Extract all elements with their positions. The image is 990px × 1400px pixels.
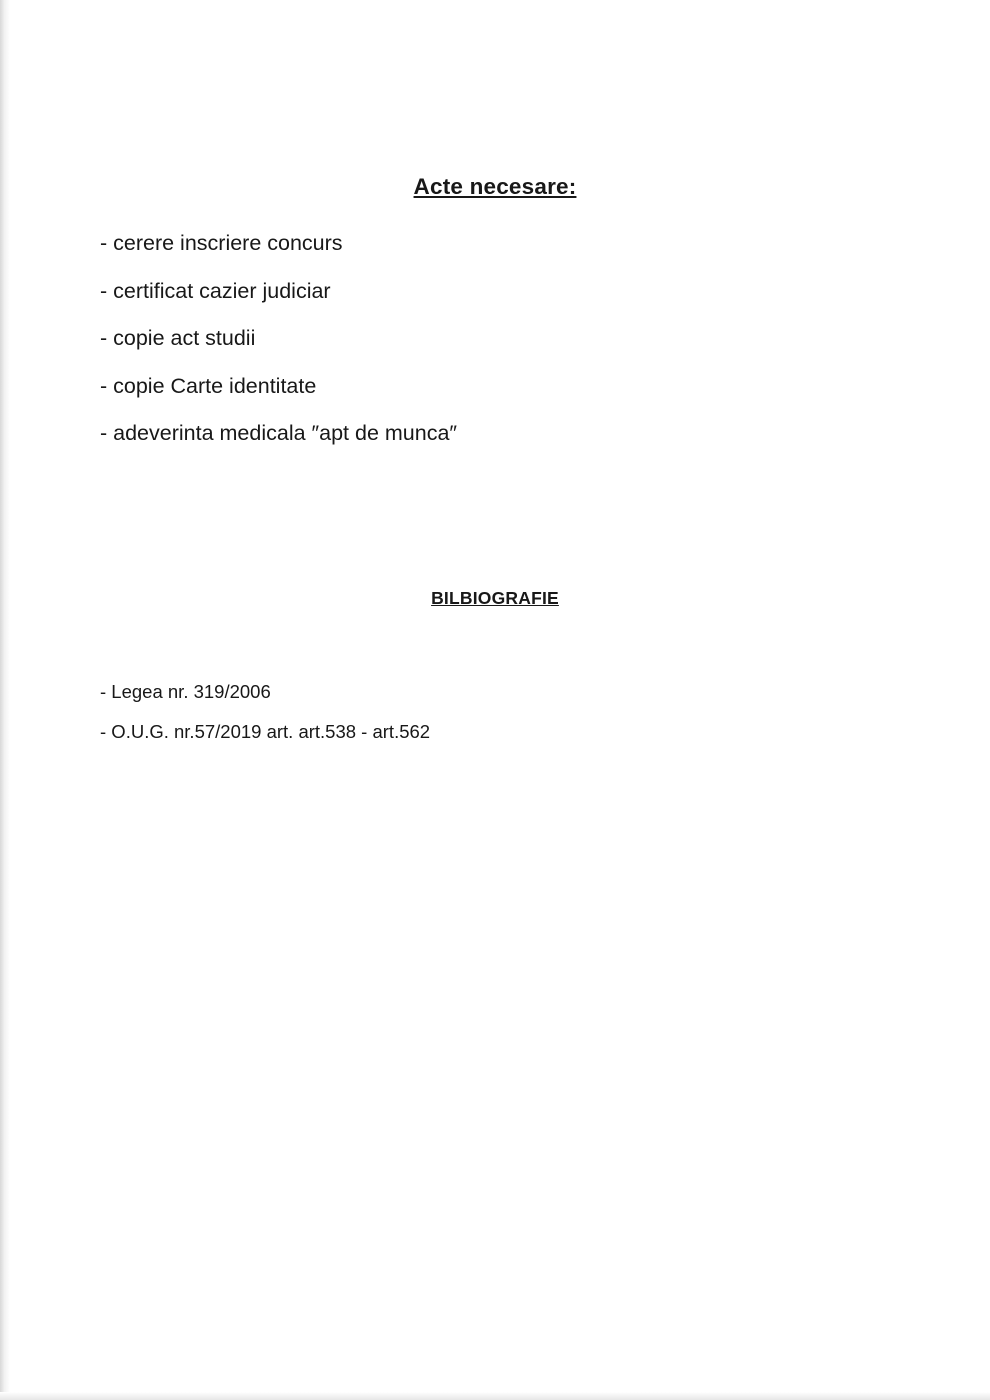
section-heading-bilbiografie: BILBIOGRAFIE xyxy=(431,588,559,608)
acte-necesare-list xyxy=(100,220,800,458)
list-item: - adeverinta medicala ″apt de munca″ xyxy=(100,421,458,445)
section-heading-acte-necesare: Acte necesare: xyxy=(413,174,577,199)
list-item: - copie Carte identitate xyxy=(100,373,317,398)
list-item: - O.U.G. nr.57/2019 art. art.538 - art.562 xyxy=(100,721,431,742)
bilbiografie-list xyxy=(100,672,800,752)
list-item: - certificat cazier judiciar xyxy=(100,278,331,303)
list-item: - cerere inscriere concurs xyxy=(100,231,343,255)
list-item: - Legea nr. 319/2006 xyxy=(100,681,271,702)
list-item: - copie act studii xyxy=(100,326,256,350)
